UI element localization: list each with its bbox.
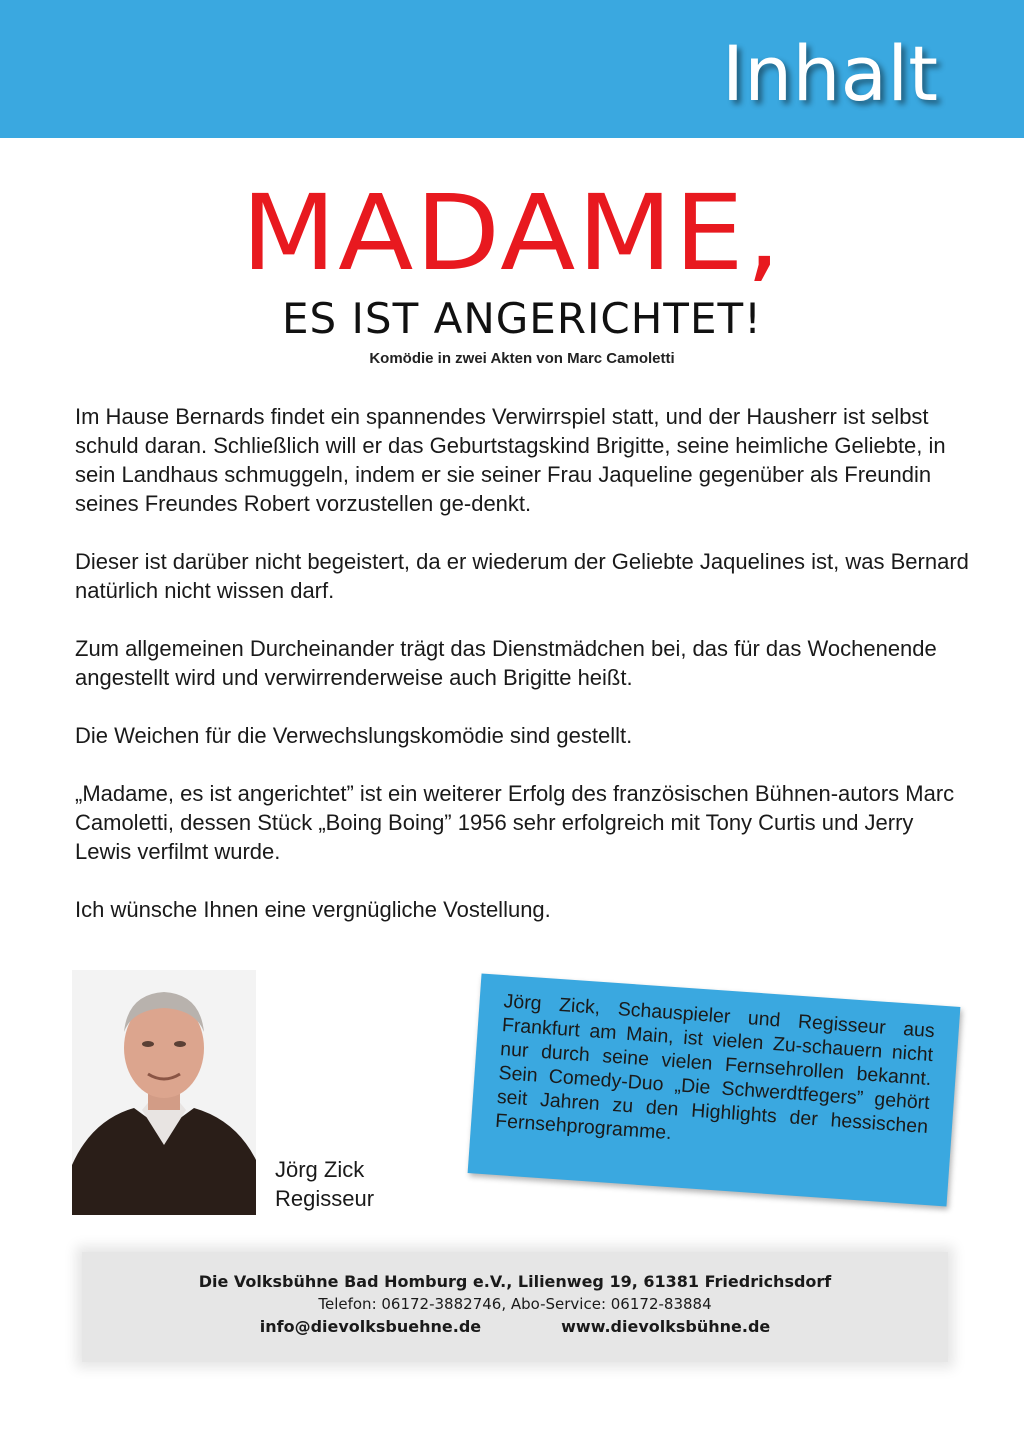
director-caption [275, 1155, 374, 1213]
play-tagline: Komödie in zwei Akten von Marc Camoletti [369, 350, 675, 367]
director-bio-box [468, 974, 961, 1207]
header-banner [0, 0, 1024, 138]
paragraph: Dieser ist darüber nicht begeistert, da er wiederum der Geliebte Jaquelines ist, was Bernard natürlich nicht wissen darf. [75, 549, 969, 603]
footer-website-link[interactable]: www.dievolksbühne.de [561, 1317, 771, 1336]
director-bio: Jörg Zick, Schauspieler und Regisseur aus Frankfurt am Main, ist vielen Zu-schauern nicht nur durch seine vielen Fernsehrollen bekannt. Sein Comedy-Duo „Die Schwerdtfegers” gehört seit Jahren zu den Highlights der hessischen Fernsehprogramme. [494, 990, 936, 1145]
page-title: Inhalt [721, 29, 938, 118]
footer-contact [82, 1252, 948, 1362]
paragraph: Im Hause Bernards findet ein spannendes Verwirrspiel statt, und der Hausherr ist selbst schuld daran. Schließlich will er das Geburtstagskind Brigitte, seine heimliche Geliebte, in sein Landhaus schmuggeln, indem er sie seiner Frau Jaqueline gegenüber als Freundin seines Freundes Robert vorzustellen ge-denkt. [75, 404, 946, 516]
footer-phone: Telefon: 06172-3882746, Abo-Service: 06172-83884 [318, 1295, 712, 1313]
paragraph: „Madame, es ist angerichtet” ist ein weiterer Erfolg des französischen Bühnen-autors Marc Camoletti, dessen Stück „Boing Boing” 1956 sehr erfolgreich mit Tony Curtis und Jerry Lewis verfilmt wurde. [75, 781, 955, 864]
director-role: Regisseur [275, 1186, 375, 1211]
play-subtitle: ES IST ANGERICHTET! [282, 294, 762, 343]
portrait-image [72, 970, 256, 1215]
paragraph: Zum allgemeinen Durcheinander trägt das Dienstmädchen bei, das für das Wochenende angestellt wird und verwirrenderweise auch Brigitte heißt. [75, 636, 937, 690]
play-title: MADAME, [241, 172, 783, 294]
footer-address: Die Volksbühne Bad Homburg e.V., Lilienweg 19, 61381 Friedrichsdorf [198, 1272, 832, 1291]
paragraph: Die Weichen für die Verwechslungskomödie sind gestellt. [75, 723, 633, 748]
footer-email-link[interactable]: info@dievolksbuehne.de [259, 1317, 482, 1336]
director-name: Jörg Zick [275, 1157, 365, 1182]
paragraph: Ich wünsche Ihnen eine vergnügliche Vostellung. [75, 897, 551, 922]
synopsis [75, 402, 975, 953]
director-photo [72, 970, 256, 1215]
